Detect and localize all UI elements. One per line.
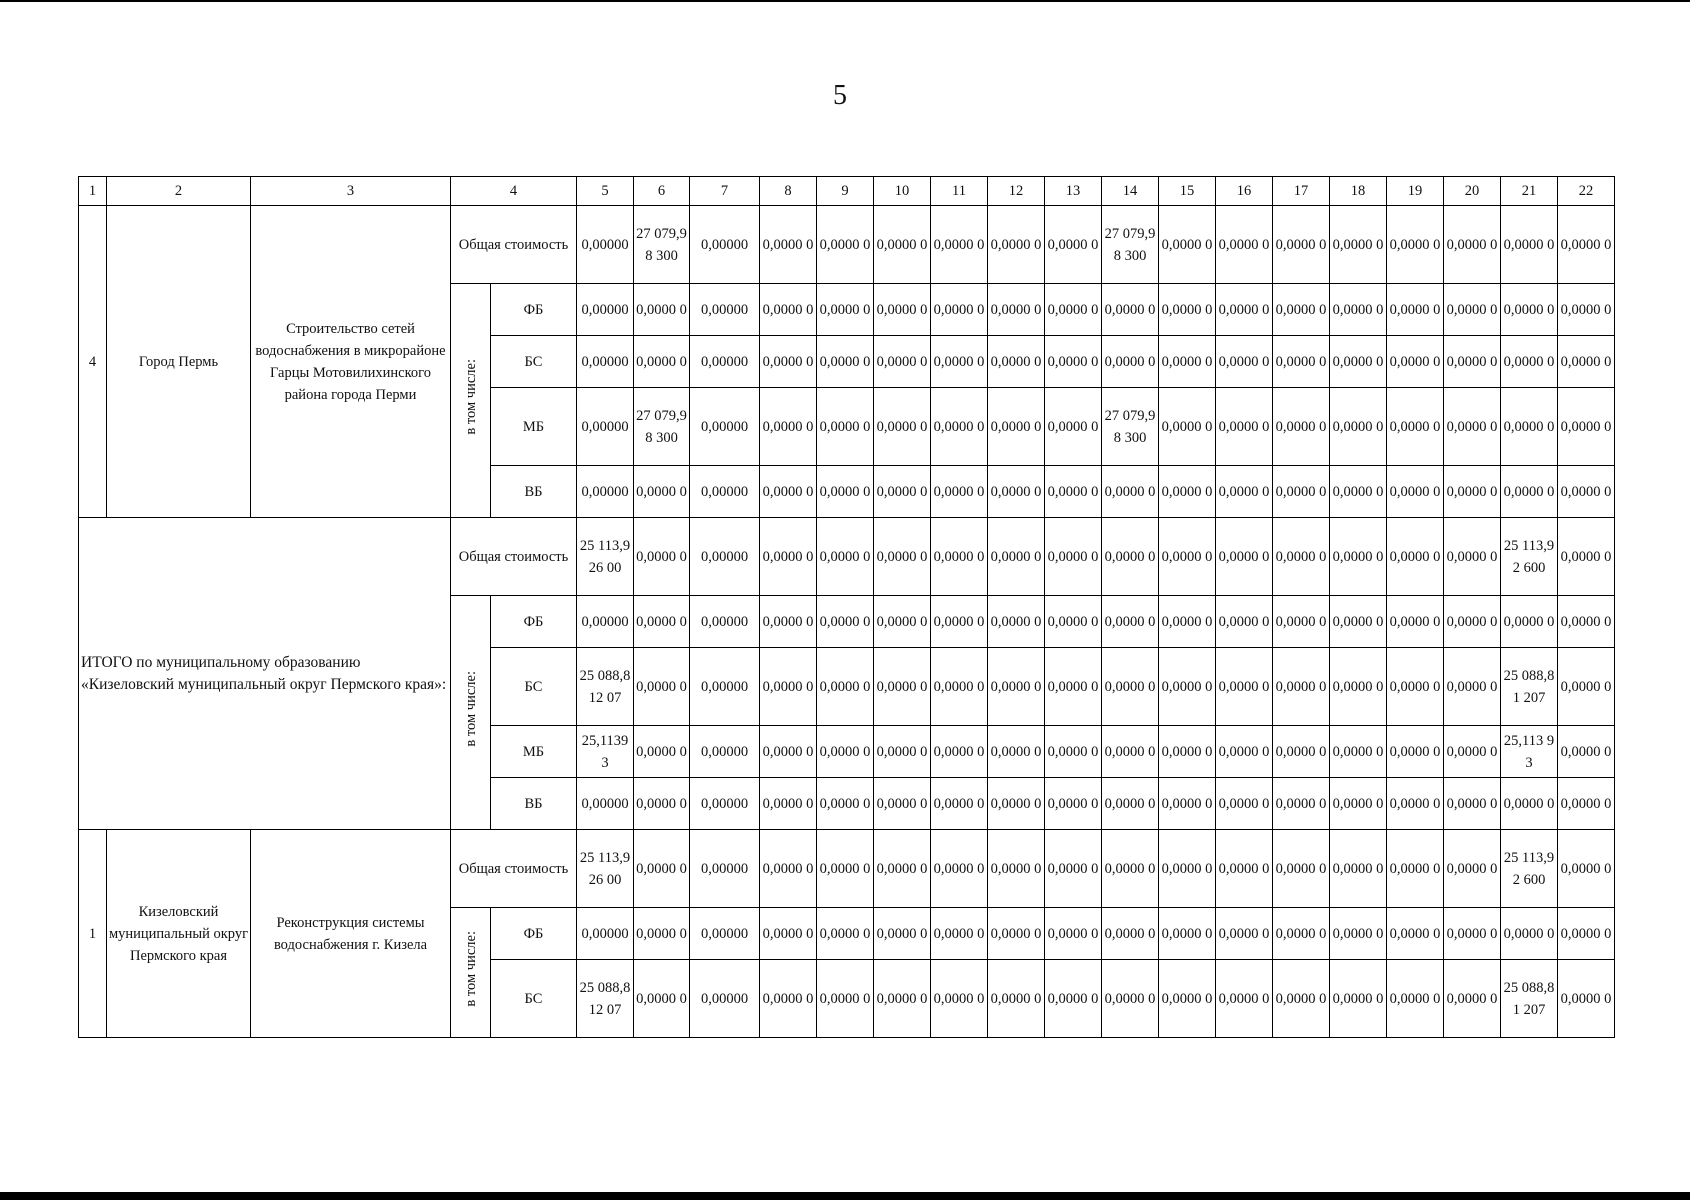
value-cell: 0,0000 0 <box>1045 518 1102 596</box>
value-cell: 0,0000 0 <box>1387 830 1444 908</box>
value-cell: 0,0000 0 <box>874 336 931 388</box>
value-cell: 0,0000 0 <box>817 778 874 830</box>
value-cell: 0,0000 0 <box>988 206 1045 284</box>
value-cell: 0,0000 0 <box>817 518 874 596</box>
table-row <box>79 206 1615 284</box>
value-cell: 0,0000 0 <box>1501 284 1558 336</box>
value-cell: 0,0000 0 <box>1216 778 1273 830</box>
value-cell: 0,0000 0 <box>988 336 1045 388</box>
value-cell: 0,0000 0 <box>760 830 817 908</box>
value-cell: 0,0000 0 <box>1273 830 1330 908</box>
value-cell: 0,00000 <box>577 908 634 960</box>
itogo-label: ИТОГО по муниципальному образованию «Кизеловский муниципальный округ Пермского края»: <box>79 518 451 830</box>
value-cell: 0,0000 0 <box>988 960 1045 1038</box>
column-header: 2 <box>107 177 251 206</box>
value-cell: 0,0000 0 <box>1387 336 1444 388</box>
value-cell: 0,0000 0 <box>1102 830 1159 908</box>
value-cell: 0,0000 0 <box>1216 388 1273 466</box>
value-cell: 25,113 93 <box>1501 726 1558 778</box>
included-label: в том числе: <box>462 359 479 435</box>
value-cell: 0,0000 0 <box>988 830 1045 908</box>
value-cell: 0,0000 0 <box>760 336 817 388</box>
value-cell: 0,0000 0 <box>874 908 931 960</box>
value-cell: 0,0000 0 <box>931 778 988 830</box>
value-cell: 0,0000 0 <box>1387 596 1444 648</box>
value-cell: 0,0000 0 <box>988 726 1045 778</box>
value-cell: 0,0000 0 <box>874 518 931 596</box>
value-cell: 0,0000 0 <box>1273 336 1330 388</box>
value-cell: 25,1139 3 <box>577 726 634 778</box>
column-header: 22 <box>1558 177 1615 206</box>
value-cell: 0,0000 0 <box>1159 778 1216 830</box>
value-cell: 0,0000 0 <box>1558 596 1615 648</box>
value-cell: 0,0000 0 <box>634 596 690 648</box>
value-cell: 0,0000 0 <box>1330 830 1387 908</box>
value-cell: 0,0000 0 <box>1216 908 1273 960</box>
value-cell: 0,0000 0 <box>1102 648 1159 726</box>
value-cell: 0,0000 0 <box>760 908 817 960</box>
value-cell: 0,0000 0 <box>1330 206 1387 284</box>
value-cell: 0,00000 <box>690 336 760 388</box>
value-cell: 0,00000 <box>577 284 634 336</box>
value-cell: 0,0000 0 <box>1330 518 1387 596</box>
value-cell: 0,0000 0 <box>1273 388 1330 466</box>
value-cell: 0,00000 <box>690 284 760 336</box>
value-cell: 0,0000 0 <box>1045 908 1102 960</box>
value-cell: 0,0000 0 <box>1558 206 1615 284</box>
value-cell: 0,0000 0 <box>988 466 1045 518</box>
value-cell: 0,0000 0 <box>817 830 874 908</box>
value-cell: 0,0000 0 <box>1273 206 1330 284</box>
value-cell: 0,0000 0 <box>931 336 988 388</box>
column-header: 13 <box>1045 177 1102 206</box>
value-cell: 0,0000 0 <box>1330 778 1387 830</box>
value-cell: 0,0000 0 <box>634 908 690 960</box>
value-cell: 25 113,926 00 <box>577 518 634 596</box>
value-cell: 0,0000 0 <box>760 518 817 596</box>
value-cell: 0,0000 0 <box>931 726 988 778</box>
value-cell: 0,0000 0 <box>1045 648 1102 726</box>
value-cell: 0,0000 0 <box>1045 830 1102 908</box>
value-cell: 25 088,81 207 <box>1501 960 1558 1038</box>
value-cell: 0,0000 0 <box>1273 778 1330 830</box>
value-cell: 0,0000 0 <box>988 518 1045 596</box>
column-header: 18 <box>1330 177 1387 206</box>
value-cell: 0,0000 0 <box>1444 206 1501 284</box>
value-cell: 0,0000 0 <box>931 466 988 518</box>
value-cell: 0,0000 0 <box>1102 466 1159 518</box>
value-cell: 0,0000 0 <box>1558 960 1615 1038</box>
value-cell: 0,0000 0 <box>931 648 988 726</box>
value-cell: 25 113,926 00 <box>577 830 634 908</box>
value-cell: 0,0000 0 <box>1387 466 1444 518</box>
value-cell: 0,0000 0 <box>988 908 1045 960</box>
value-cell: 0,0000 0 <box>1159 960 1216 1038</box>
value-cell: 0,0000 0 <box>1159 206 1216 284</box>
value-cell: 0,0000 0 <box>1330 960 1387 1038</box>
value-cell: 0,0000 0 <box>1387 388 1444 466</box>
value-cell: 0,0000 0 <box>1444 726 1501 778</box>
value-cell: 0,0000 0 <box>1273 466 1330 518</box>
value-cell: 0,0000 0 <box>1501 466 1558 518</box>
value-cell: 0,0000 0 <box>874 726 931 778</box>
value-cell: 0,0000 0 <box>874 596 931 648</box>
value-cell: 0,00000 <box>690 830 760 908</box>
scan-top-edge <box>0 0 1690 2</box>
value-cell: 0,0000 0 <box>988 284 1045 336</box>
column-header: 1 <box>79 177 107 206</box>
value-cell: 0,0000 0 <box>1159 726 1216 778</box>
value-cell: 0,0000 0 <box>1558 648 1615 726</box>
included-label: в том числе: <box>462 671 479 747</box>
column-header: 3 <box>251 177 451 206</box>
budget-source-label: ФБ <box>491 596 577 648</box>
value-cell: 0,0000 0 <box>1330 388 1387 466</box>
value-cell: 0,0000 0 <box>1216 206 1273 284</box>
value-cell: 0,0000 0 <box>1045 388 1102 466</box>
value-cell: 0,0000 0 <box>760 388 817 466</box>
project-name: Строительство сетей водоснабжения в микрорайоне Гарцы Мотовилихинского района города Перми <box>251 206 451 518</box>
header-row <box>79 177 1615 206</box>
value-cell: 0,0000 0 <box>817 960 874 1038</box>
table-row <box>79 830 1615 908</box>
value-cell: 0,0000 0 <box>1216 466 1273 518</box>
value-cell: 0,0000 0 <box>1501 778 1558 830</box>
column-header: 20 <box>1444 177 1501 206</box>
scan-bottom-edge <box>0 1192 1690 1200</box>
row-number: 4 <box>79 206 107 518</box>
value-cell: 0,0000 0 <box>1159 648 1216 726</box>
value-cell: 0,0000 0 <box>1045 726 1102 778</box>
value-cell: 0,0000 0 <box>634 284 690 336</box>
value-cell: 0,0000 0 <box>1273 726 1330 778</box>
value-cell: 0,0000 0 <box>760 648 817 726</box>
value-cell: 0,0000 0 <box>874 388 931 466</box>
value-cell: 25 088,812 07 <box>577 960 634 1038</box>
value-cell: 0,0000 0 <box>634 466 690 518</box>
value-cell: 0,0000 0 <box>1501 388 1558 466</box>
value-cell: 0,0000 0 <box>760 596 817 648</box>
page-number: 5 <box>833 80 847 111</box>
included-label-cell <box>451 596 491 830</box>
value-cell: 0,0000 0 <box>760 466 817 518</box>
column-header: 7 <box>690 177 760 206</box>
value-cell: 0,0000 0 <box>1216 960 1273 1038</box>
value-cell: 0,0000 0 <box>760 284 817 336</box>
value-cell: 27 079,98 300 <box>634 388 690 466</box>
value-cell: 0,0000 0 <box>634 778 690 830</box>
column-header: 9 <box>817 177 874 206</box>
column-header: 19 <box>1387 177 1444 206</box>
included-label-cell <box>451 908 491 1038</box>
value-cell: 0,00000 <box>690 726 760 778</box>
value-cell: 0,0000 0 <box>1387 778 1444 830</box>
value-cell: 0,0000 0 <box>1444 284 1501 336</box>
column-header: 17 <box>1273 177 1330 206</box>
value-cell: 0,00000 <box>577 596 634 648</box>
value-cell: 0,0000 0 <box>1045 596 1102 648</box>
value-cell: 0,00000 <box>690 960 760 1038</box>
value-cell: 0,00000 <box>577 388 634 466</box>
value-cell: 0,0000 0 <box>1102 960 1159 1038</box>
value-cell: 0,0000 0 <box>1558 284 1615 336</box>
value-cell: 0,0000 0 <box>1102 284 1159 336</box>
value-cell: 0,0000 0 <box>1216 336 1273 388</box>
value-cell: 0,0000 0 <box>817 648 874 726</box>
value-cell: 0,0000 0 <box>1444 336 1501 388</box>
budget-source-label: ВБ <box>491 778 577 830</box>
value-cell: 0,0000 0 <box>634 518 690 596</box>
value-cell: 0,0000 0 <box>1387 206 1444 284</box>
value-cell: 0,0000 0 <box>1330 596 1387 648</box>
project-name: Реконструкция системы водоснабжения г. Кизела <box>251 830 451 1038</box>
column-header: 15 <box>1159 177 1216 206</box>
value-cell: 0,00000 <box>690 466 760 518</box>
table-row <box>79 518 1615 596</box>
value-cell: 0,0000 0 <box>1387 908 1444 960</box>
value-cell: 0,0000 0 <box>817 726 874 778</box>
value-cell: 0,0000 0 <box>1558 908 1615 960</box>
value-cell: 0,0000 0 <box>1102 518 1159 596</box>
value-cell: 0,0000 0 <box>1159 596 1216 648</box>
value-cell: 0,0000 0 <box>760 726 817 778</box>
value-cell: 0,0000 0 <box>931 960 988 1038</box>
value-cell: 0,0000 0 <box>1102 596 1159 648</box>
column-header: 11 <box>931 177 988 206</box>
value-cell: 0,0000 0 <box>1102 908 1159 960</box>
value-cell: 0,0000 0 <box>931 284 988 336</box>
value-cell: 0,0000 0 <box>817 466 874 518</box>
value-cell: 0,0000 0 <box>1330 726 1387 778</box>
budget-source-label: БС <box>491 336 577 388</box>
value-cell: 0,0000 0 <box>988 648 1045 726</box>
value-cell: 0,0000 0 <box>1444 388 1501 466</box>
value-cell: 0,0000 0 <box>874 466 931 518</box>
value-cell: 0,0000 0 <box>931 206 988 284</box>
budget-source-label: МБ <box>491 388 577 466</box>
value-cell: 0,0000 0 <box>817 908 874 960</box>
value-cell: 0,0000 0 <box>874 830 931 908</box>
value-cell: 0,00000 <box>577 206 634 284</box>
column-header: 5 <box>577 177 634 206</box>
value-cell: 0,0000 0 <box>1387 726 1444 778</box>
budget-table <box>78 176 1615 1038</box>
value-cell: 0,0000 0 <box>1273 908 1330 960</box>
value-cell: 27 079,98 300 <box>1102 388 1159 466</box>
value-cell: 0,0000 0 <box>1558 336 1615 388</box>
value-cell: 0,00000 <box>577 336 634 388</box>
value-cell: 0,0000 0 <box>1558 388 1615 466</box>
value-cell: 0,0000 0 <box>1330 466 1387 518</box>
value-cell: 0,0000 0 <box>1387 648 1444 726</box>
value-cell: 0,0000 0 <box>1159 336 1216 388</box>
value-cell: 0,0000 0 <box>1216 284 1273 336</box>
value-cell: 0,0000 0 <box>1159 284 1216 336</box>
value-cell: 0,0000 0 <box>1444 518 1501 596</box>
value-cell: 0,0000 0 <box>1558 830 1615 908</box>
value-cell: 0,00000 <box>690 518 760 596</box>
value-cell: 0,00000 <box>577 466 634 518</box>
value-cell: 0,0000 0 <box>1159 908 1216 960</box>
value-cell: 0,0000 0 <box>1216 596 1273 648</box>
value-cell: 0,00000 <box>690 648 760 726</box>
value-cell: 0,0000 0 <box>931 518 988 596</box>
value-cell: 0,0000 0 <box>1387 284 1444 336</box>
value-cell: 0,0000 0 <box>1501 336 1558 388</box>
value-cell: 0,0000 0 <box>988 778 1045 830</box>
value-cell: 0,00000 <box>690 596 760 648</box>
value-cell: 0,0000 0 <box>1102 336 1159 388</box>
value-cell: 0,0000 0 <box>1216 648 1273 726</box>
value-cell: 0,0000 0 <box>1444 778 1501 830</box>
included-label-cell <box>451 284 491 518</box>
value-cell: 0,0000 0 <box>1159 830 1216 908</box>
value-cell: 0,0000 0 <box>1273 284 1330 336</box>
value-cell: 0,0000 0 <box>1444 596 1501 648</box>
value-cell: 0,00000 <box>577 778 634 830</box>
value-cell: 0,0000 0 <box>1444 466 1501 518</box>
value-cell: 0,0000 0 <box>1444 830 1501 908</box>
value-cell: 0,00000 <box>690 908 760 960</box>
value-cell: 0,0000 0 <box>1501 206 1558 284</box>
value-cell: 0,0000 0 <box>634 830 690 908</box>
value-cell: 0,0000 0 <box>1330 284 1387 336</box>
value-cell: 0,0000 0 <box>988 596 1045 648</box>
value-cell: 0,0000 0 <box>1159 388 1216 466</box>
value-cell: 0,0000 0 <box>1045 778 1102 830</box>
column-header: 21 <box>1501 177 1558 206</box>
budget-source-label: ФБ <box>491 908 577 960</box>
value-cell: 25 088,81 207 <box>1501 648 1558 726</box>
value-cell: 0,0000 0 <box>760 206 817 284</box>
total-cost-label: Общая стоимость <box>451 830 577 908</box>
value-cell: 0,0000 0 <box>1501 908 1558 960</box>
value-cell: 0,0000 0 <box>1045 206 1102 284</box>
value-cell: 0,0000 0 <box>817 596 874 648</box>
value-cell: 0,0000 0 <box>874 960 931 1038</box>
value-cell: 0,0000 0 <box>1444 648 1501 726</box>
value-cell: 25 113,92 600 <box>1501 830 1558 908</box>
value-cell: 0,0000 0 <box>817 206 874 284</box>
value-cell: 25 113,92 600 <box>1501 518 1558 596</box>
value-cell: 0,00000 <box>690 388 760 466</box>
value-cell: 27 079,98 300 <box>1102 206 1159 284</box>
value-cell: 0,0000 0 <box>1558 518 1615 596</box>
column-header: 14 <box>1102 177 1159 206</box>
value-cell: 0,0000 0 <box>1444 960 1501 1038</box>
value-cell: 0,0000 0 <box>1387 518 1444 596</box>
value-cell: 0,0000 0 <box>1330 336 1387 388</box>
value-cell: 0,0000 0 <box>1045 466 1102 518</box>
value-cell: 0,0000 0 <box>634 336 690 388</box>
value-cell: 0,0000 0 <box>1045 960 1102 1038</box>
column-header: 6 <box>634 177 690 206</box>
value-cell: 0,0000 0 <box>1558 466 1615 518</box>
value-cell: 0,0000 0 <box>1273 518 1330 596</box>
value-cell: 0,0000 0 <box>874 206 931 284</box>
value-cell: 0,0000 0 <box>1273 648 1330 726</box>
value-cell: 0,0000 0 <box>1273 596 1330 648</box>
value-cell: 0,0000 0 <box>1102 726 1159 778</box>
value-cell: 0,0000 0 <box>1501 596 1558 648</box>
value-cell: 0,0000 0 <box>1558 778 1615 830</box>
budget-source-label: МБ <box>491 726 577 778</box>
value-cell: 0,0000 0 <box>1045 284 1102 336</box>
municipality-name: Город Пермь <box>107 206 251 518</box>
value-cell: 0,0000 0 <box>1330 648 1387 726</box>
value-cell: 0,0000 0 <box>634 726 690 778</box>
total-cost-label: Общая стоимость <box>451 206 577 284</box>
value-cell: 0,0000 0 <box>760 960 817 1038</box>
budget-source-label: БС <box>491 960 577 1038</box>
value-cell: 0,0000 0 <box>1330 908 1387 960</box>
value-cell: 0,0000 0 <box>931 830 988 908</box>
value-cell: 0,0000 0 <box>1159 518 1216 596</box>
value-cell: 0,0000 0 <box>1216 830 1273 908</box>
column-header: 16 <box>1216 177 1273 206</box>
budget-source-label: ФБ <box>491 284 577 336</box>
value-cell: 0,0000 0 <box>874 284 931 336</box>
column-header: 12 <box>988 177 1045 206</box>
value-cell: 0,0000 0 <box>1444 908 1501 960</box>
value-cell: 0,0000 0 <box>1159 466 1216 518</box>
included-label: в том числе: <box>462 931 479 1007</box>
total-cost-label: Общая стоимость <box>451 518 577 596</box>
value-cell: 0,0000 0 <box>1045 336 1102 388</box>
value-cell: 0,0000 0 <box>1387 960 1444 1038</box>
value-cell: 0,0000 0 <box>1216 518 1273 596</box>
value-cell: 0,0000 0 <box>1216 726 1273 778</box>
value-cell: 0,0000 0 <box>634 960 690 1038</box>
value-cell: 0,0000 0 <box>1558 726 1615 778</box>
value-cell: 0,0000 0 <box>1273 960 1330 1038</box>
value-cell: 0,0000 0 <box>988 388 1045 466</box>
value-cell: 0,0000 0 <box>931 388 988 466</box>
municipality-name: Кизеловский муниципальный округ Пермского края <box>107 830 251 1038</box>
column-header: 8 <box>760 177 817 206</box>
value-cell: 0,0000 0 <box>1102 778 1159 830</box>
value-cell: 0,0000 0 <box>817 284 874 336</box>
value-cell: 0,0000 0 <box>874 778 931 830</box>
value-cell: 0,0000 0 <box>817 336 874 388</box>
value-cell: 0,0000 0 <box>931 908 988 960</box>
value-cell: 0,0000 0 <box>634 648 690 726</box>
value-cell: 25 088,812 07 <box>577 648 634 726</box>
budget-source-label: ВБ <box>491 466 577 518</box>
value-cell: 0,0000 0 <box>760 778 817 830</box>
column-header: 10 <box>874 177 931 206</box>
row-number: 1 <box>79 830 107 1038</box>
value-cell: 0,0000 0 <box>874 648 931 726</box>
value-cell: 27 079,98 300 <box>634 206 690 284</box>
value-cell: 0,00000 <box>690 778 760 830</box>
value-cell: 0,00000 <box>690 206 760 284</box>
value-cell: 0,0000 0 <box>931 596 988 648</box>
budget-source-label: БС <box>491 648 577 726</box>
table-body <box>79 177 1615 1038</box>
value-cell: 0,0000 0 <box>817 388 874 466</box>
column-header: 4 <box>451 177 577 206</box>
